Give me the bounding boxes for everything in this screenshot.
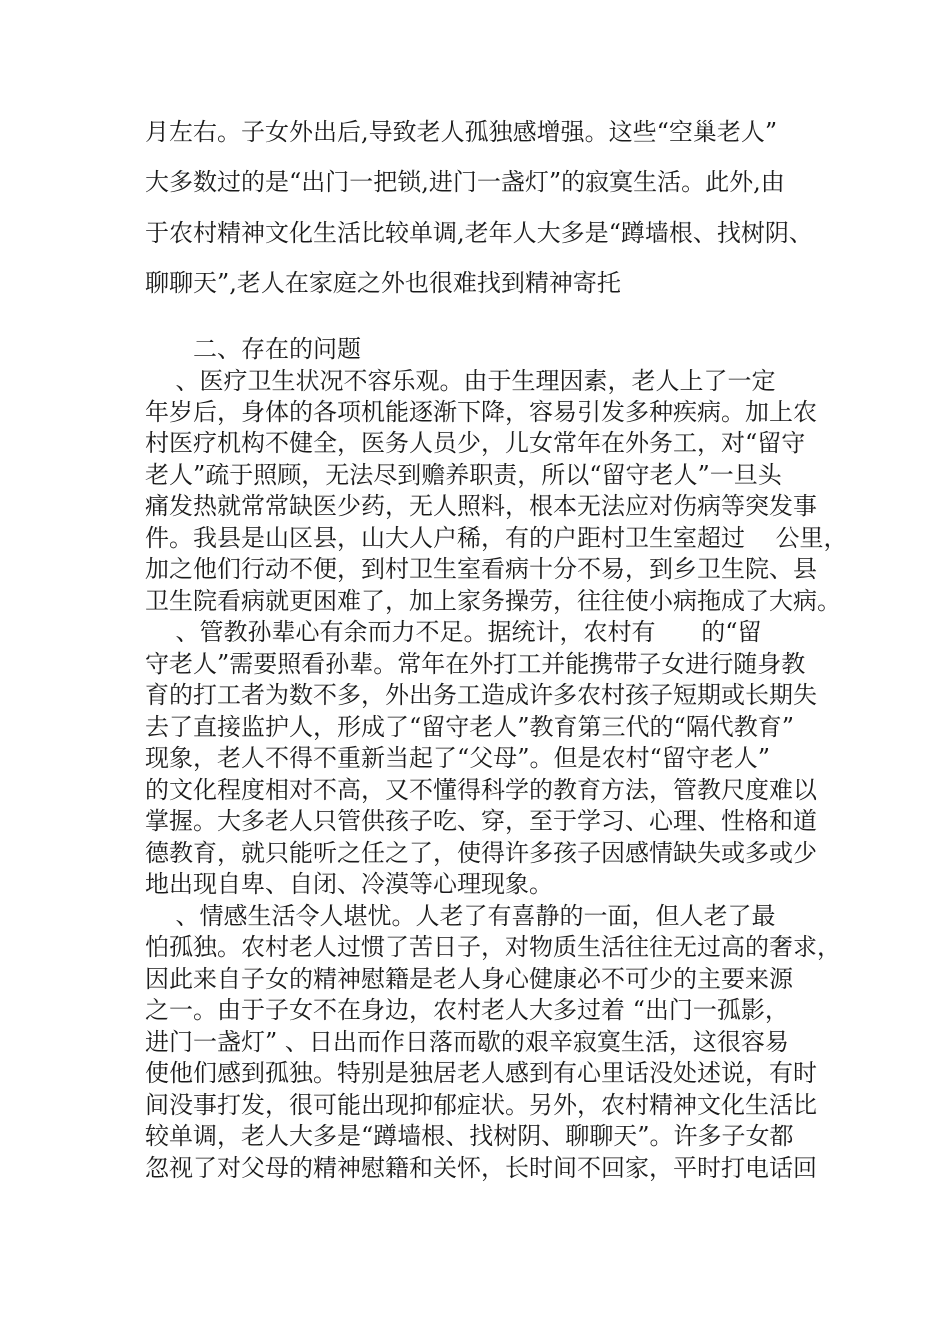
body-line: 使他们感到孤独。特别是独居老人感到有心里话没处述说，有时 bbox=[145, 1059, 817, 1087]
body-line: 村医疗机构不健全，医务人员少，儿女常年在外务工，对“留守 bbox=[145, 429, 806, 457]
body-line: 较单调，老人大多是“蹲墙根、找树阴、聊聊天”。许多子女都 bbox=[145, 1122, 794, 1150]
body-line: 的文化程度相对不高，又不懂得科学的教育方法，管教尺度难以 bbox=[145, 776, 817, 804]
body-line: 、情感生活令人堪忧。人老了有喜静的一面，但人老了最 bbox=[145, 902, 776, 930]
body-line: 守老人”需要照看孙辈。常年在外打工并能携带子女进行随身教 bbox=[145, 650, 806, 678]
intro-line: 聊聊天”,老人在家庭之外也很难找到精神寄托 bbox=[145, 269, 621, 297]
body-line: 年岁后，身体的各项机能逐渐下降，容易引发多种疾病。加上农 bbox=[145, 398, 817, 426]
body-line: 进门一盏灯” 、日出而作日落而歇的艰辛寂寞生活，这很容易 bbox=[145, 1028, 789, 1056]
body-line: 因此来自子女的精神慰籍是老人身心健康必不可少的主要来源 bbox=[145, 965, 793, 993]
body-line: 间没事打发，很可能出现抑郁症状。另外，农村精神文化生活比 bbox=[145, 1091, 817, 1119]
body-line: 忽视了对父母的精神慰籍和关怀，长时间不回家，平时打电话回 bbox=[145, 1154, 817, 1182]
body-line: 怕孤独。农村老人过惯了苦日子，对物质生活往往无过高的奢求， bbox=[145, 933, 841, 961]
body-line: 、管教孙辈心有余而力不足。据统计，农村有 的“留 bbox=[145, 618, 762, 646]
body-line: 老人”疏于照顾，无法尽到赡养职责，所以“留守老人”一旦头 bbox=[145, 461, 782, 489]
body-line: 件。我县是山区县，山大人户稀，有的户距村卫生室超过 公里， bbox=[145, 524, 848, 552]
body-line: 地出现自卑、自闭、冷漠等心理现象。 bbox=[145, 870, 553, 898]
body-line: 现象，老人不得不重新当起了“父母”。但是农村“留守老人” bbox=[145, 744, 771, 772]
body-line: 、医疗卫生状况不容乐观。由于生理因素，老人上了一定 bbox=[145, 367, 776, 395]
body-line: 掌握。大多老人只管供孩子吃、穿，至于学习、心理、性格和道 bbox=[145, 807, 817, 835]
intro-line: 月左右。子女外出后,导致老人孤独感增强。这些“空巢老人” bbox=[145, 118, 778, 146]
body-line: 去了直接监护人，形成了“留守老人”教育第三代的“隔代教育” bbox=[145, 713, 795, 741]
body-line: 育的打工者为数不多，外出务工造成许多农村孩子短期或长期失 bbox=[145, 681, 817, 709]
body-line: 之一。由于子女不在身边，农村老人大多过着 “出门一孤影， bbox=[145, 996, 789, 1024]
body-line: 痛发热就常常缺医少药，无人照料，根本无法应对伤病等突发事 bbox=[145, 492, 817, 520]
body-line: 卫生院看病就更困难了，加上家务操劳，往往使小病拖成了大病。 bbox=[145, 587, 841, 615]
body-line: 德教育，就只能听之任之了，使得许多孩子因感情缺失或多或少 bbox=[145, 839, 817, 867]
intro-line: 于农村精神文化生活比较单调,老年人大多是“蹲墙根、找树阴、 bbox=[145, 219, 813, 247]
intro-line: 大多数过的是“出门一把锁,进门一盏灯”的寂寞生活。此外,由 bbox=[145, 168, 785, 196]
body-line: 加之他们行动不便，到村卫生室看病十分不易，到乡卫生院、县 bbox=[145, 555, 817, 583]
section-heading: 二、存在的问题 bbox=[193, 335, 361, 363]
